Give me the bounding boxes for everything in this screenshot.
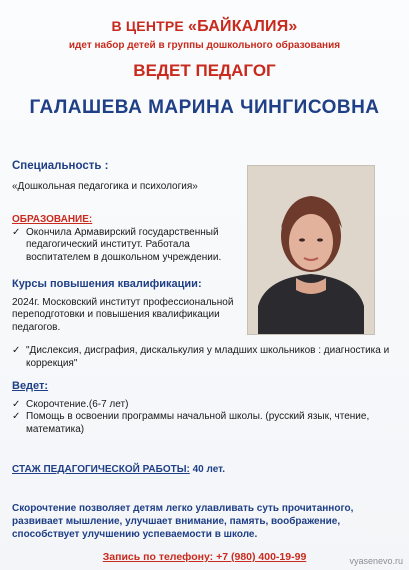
- courses-text: 2024г. Московский институт профессиональной переподготовки и повышения квалификации педагогов.: [12, 296, 234, 333]
- courses-block: [12, 278, 252, 334]
- check-icon: ✓: [12, 226, 21, 238]
- contact-phone[interactable]: Запись по телефону: +7 (980) 400-19-99: [102, 551, 307, 563]
- center-brand: «БАЙКАЛИЯ»: [188, 18, 298, 35]
- education-item: [12, 227, 242, 265]
- course-topic-item: [12, 345, 397, 370]
- leads-item-text: Скорочтение.(6-7 лет): [26, 398, 129, 410]
- speed-reading-note: Скорочтение позволяет детям легко улавливать суть прочитанного, развивает мышление, улучшает внимание, память, воображение, способствует улучшению успеваемости в школе.: [12, 503, 354, 540]
- check-icon: ✓: [12, 398, 21, 410]
- teacher-name: ГАЛАШЕВА МАРИНА ЧИНГИСОВНА: [29, 97, 380, 118]
- leads-item: [12, 399, 397, 412]
- specialty-block: [12, 160, 242, 193]
- center-prefix: В ЦЕНТРЕ: [111, 18, 189, 34]
- education-block: [12, 214, 242, 264]
- leads-label: Ведет:: [12, 380, 49, 392]
- lead-heading: ВЕДЕТ ПЕДАГОГ: [133, 61, 276, 80]
- experience-value: 40 лет.: [192, 464, 225, 475]
- center-heading: [10, 18, 399, 36]
- course-topic-text: "Дислексия, дисграфия, дискалькулия у младших школьников : диагностика и коррекция": [26, 345, 390, 369]
- education-label: ОБРАЗОВАНИЕ:: [12, 214, 93, 225]
- check-icon: ✓: [12, 411, 21, 422]
- teacher-photo: [247, 165, 375, 335]
- courses-label: Курсы повышения квалификации:: [12, 278, 202, 290]
- check-icon: ✓: [12, 345, 21, 356]
- specialty-value: «Дошкольная педагогика и психология»: [12, 180, 198, 192]
- course-topic: [12, 345, 397, 370]
- specialty-label: Специальность :: [12, 160, 109, 172]
- education-text: Окончила Армавирский государственный педагогический институт. Работала воспитателем в дошкольном учреждении.: [26, 226, 222, 263]
- experience-label: СТАЖ ПЕДАГОГИЧЕСКОЙ РАБОТЫ:: [12, 464, 190, 475]
- experience-line: [12, 464, 397, 477]
- leads-item: [12, 411, 397, 436]
- watermark: vyasenevo.ru: [349, 556, 403, 566]
- portrait-icon: [248, 166, 374, 334]
- leads-item-text: Помощь в освоении программы начальной школы. (русский язык, чтение, математика): [26, 411, 370, 435]
- leads-block: [12, 380, 397, 436]
- enrollment-subtitle: идет набор детей в группы дошкольного образования: [68, 40, 341, 51]
